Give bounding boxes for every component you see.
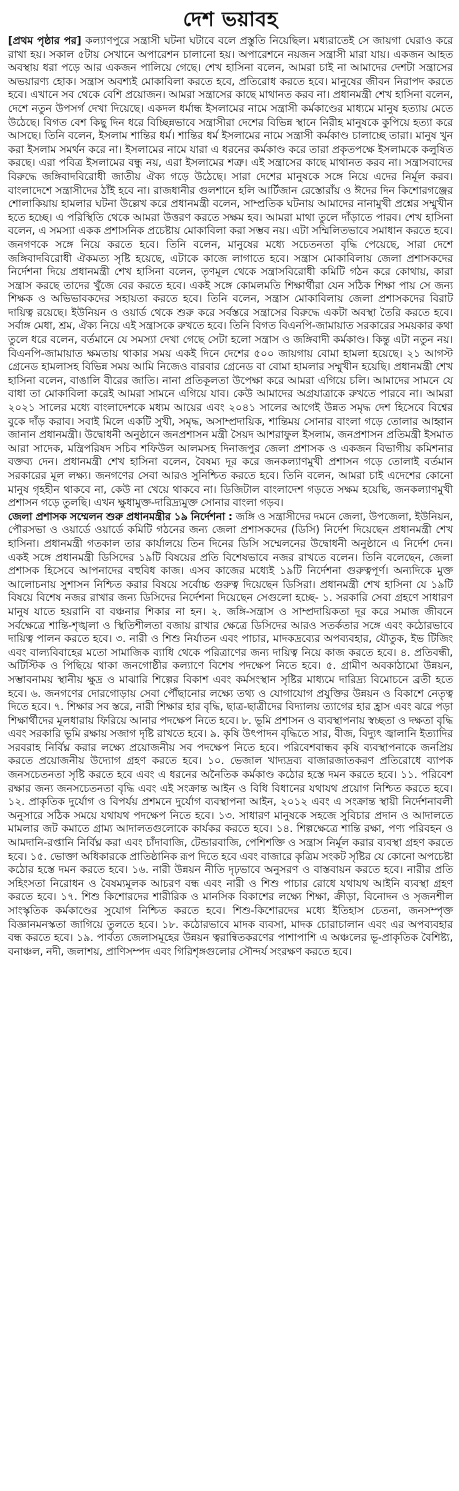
article-body bbox=[8, 35, 453, 959]
article-paragraph-1 bbox=[8, 35, 453, 511]
paragraph-text: কল্যাণপুরে সন্ত্রাসী ঘটনা ঘটাবে বলে প্রস্তুতি নিয়েছিল। মধ্যরাতেই সে জায়গা ঘেরাও করে রাখা হয়। সকাল ৫টায় সেখানে অপারেশন চালানো হয়। অপারেশনে নয়জন সন্ত্রাসী মারা যায়। একজন আহত অবস্থায় ধরা পড়ে আর একজন পালিয়ে গেছে। শেখ হাসিনা বলেন, আমরা চাই না আমাদের দেশটা সন্ত্রাসের অভয়ারণ্য হোক। সন্ত্রাস অবশ্যই মোকাবিলা করতে হবে, প্রতিরোধ করতে হবে। মানুষের জীবন নিরাপদ করতে হবে। এখানে সব থেকে বেশি প্রয়োজন। আমরা সন্ত্রাসের কাছে মাথানত করব না। প্রধানমন্ত্রী শেখ হাসিনা বলেন, দেশে নতুন উপসর্গ দেখা দিয়েছে। একদল ধর্মান্ধ ইসলামের নামে সন্ত্রাসী কর্মকাণ্ডের মাধ্যমে মানুষ হত্যায় মেতে উঠেছে। বিগত বেশ কিছু দিন ধরে বিচ্ছিন্নভাবে সন্ত্রাসীরা দেশের বিভিন্ন স্থানে নিরীহ মানুষকে কুপিয়ে হত্যা করে আসছে। তিনি বলেন, ইসলাম শান্তির ধর্ম। শান্তির ধর্ম ইসলামের নামে সন্ত্রাসী কর্মকাণ্ড চালাচ্ছে তারা। মানুষ খুন করা ইসলাম সমর্থন করে না। ইসলামের নামে যারা এ ধরনের কর্মকাণ্ড করে তারা প্রকৃতপক্ষে ইসলামকে কলুষিত করছে। এরা পবিত্র ইসলামের বন্ধু নয়, এরা ইসলামের শত্রু। এই সন্ত্রাসের কাছে মাথানত করব না। সন্ত্রাসবাদের বিরুদ্ধে জঙ্গিবাদবিরোধী জাতীয় ঐক্য গড়ে উঠেছে। সারা দেশের মানুষকে সঙ্গে নিয়ে এদের নির্মূল করব। বাংলাদেশে সন্ত্রাসীদের ঠাঁই হবে না। রাজধানীর গুলশানে হলি আর্টিজান রেস্তোরাঁয় ও ঈদের দিন কিশোরগঞ্জের শোলাকিয়ায় হামলার ঘটনা উল্লেখ করে প্রধানমন্ত্রী বলেন, সাম্প্রতিক ঘটনায় আমাদের নানামুখী প্রশ্নের সম্মুখীন হতে হচ্ছে। এ পরিস্থিতি থেকে আমরা উত্তরণ করতে সক্ষম হব। আমরা মাথা তুলে দাঁড়াতে পারব। শেখ হাসিনা বলেন, এ সমস্যা একক প্রশাসনিক প্রচেষ্টায় মোকাবিলা করা সম্ভব নয়। এটা সম্মিলিতভাবে সমাধান করতে হবে। জনগণকে সঙ্গে নিয়ে করতে হবে। তিনি বলেন, মানুষের মধ্যে সচেতনতা বৃদ্ধি পেয়েছে, সারা দেশে জঙ্গিবাদবিরোধী ঐকমত্য সৃষ্টি হয়েছে, এটাকে কাজে লাগাতে হবে। সন্ত্রাস মোকাবিলায় জেলা প্রশাসকদের নির্দেশনা দিয়ে প্রধানমন্ত্রী শেখ হাসিনা বলেন, তৃণমূল থেকে সন্ত্রাসবিরোধী কমিটি গঠন করে কোথায়, কারা সন্ত্রাস করছে তাদের খুঁজে বের করতে হবে। একই সঙ্গে কোমলমতি শিক্ষার্থীরা যেন সঠিক শিক্ষা পায় সে জন্য শিক্ষক ও অভিভাবকদের সহায়তা করতে হবে। তিনি বলেন, সন্ত্রাস মোকাবিলায় জেলা প্রশাসকদের বিরাট দায়িত্ব রয়েছে। ইউনিয়ন ও ওয়ার্ড থেকে শুরু করে সর্বস্তরে সন্ত্রাসের বিরুদ্ধে একটা অবস্থা তৈরি করতে হবে। সর্বাঙ্গ মেধা, শ্রম, ঐক্য নিয়ে এই সন্ত্রাসকে রুখতে হবে। তিনি বিগত বিএনপি-জামায়াত সরকারের সময়কার কথা তুলে ধরে বলেন, বর্তমানে যে সমস্যা দেখা গেছে সেটা হলো সন্ত্রাস ও জঙ্গিবাদী কর্মকাণ্ড। কিন্তু এটা নতুন নয়। বিএনপি-জামায়াত ক্ষমতায় থাকার সময় একই দিনে দেশের ৫০০ জায়গায় বোমা হামলা হয়েছে। ২১ আগস্ট গ্রেনেড হামলাসহ বিভিন্ন সময় আমি নিজেও বারবার গ্রেনেড বা বোমা হামলার সম্মুখীন হয়েছি। প্রধানমন্ত্রী শেখ হাসিনা বলেন, বাঙালি বীরের জাতি। নানা প্রতিকূলতা উপেক্ষা করে আমরা এগিয়ে চলি। আমাদের সামনে যে বাধা তা মোকাবিলা করেই আমরা সামনে এগিয়ে যাব। কেউ আমাদের অগ্রযাত্রাকে রুখতে পারবে না। আমরা ২০২১ সালের মধ্যে বাংলাদেশকে মধ্যম আয়ের এবং ২০৪১ সালের আগেই উন্নত সমৃদ্ধ দেশ হিসেবে বিশ্বের বুকে দাঁড় করাব। সবাই মিলে একটি সুখী, সমৃদ্ধ, অসাম্প্রদায়িক, শান্তিময় সোনার বাংলা গড়ে তোলার আহ্বান জানান প্রধানমন্ত্রী। উদ্বোধনী অনুষ্ঠানে জনপ্রশাসন মন্ত্রী সৈয়দ আশরাফুল ইসলাম, জনপ্রশাসন প্রতিমন্ত্রী ইসমাত আরা সাদেক, মন্ত্রিপরিষদ সচিব শফিউল আলমসহ দিনাজপুর জেলা প্রশাসক ও একজন বিভাগীয় কমিশনার বক্তব্য দেন। প্রধানমন্ত্রী শেখ হাসিনা বলেন, বৈষম্য দূর করে জনকল্যাণমুখী প্রশাসন গড়ে তোলাই বর্তমান সরকারের মূল লক্ষ্য। জনগণের সেবা আরও সুনিশ্চিত করতে হবে। তিনি বলেন, আমরা চাই এদেশের কোনো মানুষ গৃহহীন থাকবে না, কেউ না খেয়ে থাকবে না। ডিজিটাল বাংলাদেশ গড়তে সক্ষম হয়েছি, জনকল্যাণমুখী প্রশাসন গড়ে তুলছি। এখন ক্ষুধামুক্ত-দারিদ্র্যমুক্ত সোনার বাংলা গড়ব। bbox=[8, 35, 453, 510]
section-subhead: জেলা প্রশাসক সম্মেলন শুরু প্রধানমন্ত্রীর ১৯ নির্দেশনা : bbox=[8, 510, 233, 523]
headline: দেশ ভয়াবহ bbox=[182, 7, 279, 31]
continued-from-front-page-label: [প্রথম পৃষ্ঠার পর] bbox=[8, 35, 82, 47]
section-text: জঙ্গি ও সন্ত্রাসীদের দমনে জেলা, উপজেলা, ইউনিয়ন, পৌরসভা ও ওয়ার্ডে ওয়ার্ডে কমিটি গঠনের জন্য জেলা প্রশাসকদের (ডিসি) নির্দেশ দিয়েছেন প্রধানমন্ত্রী শেখ হাসিনা। প্রধানমন্ত্রী গতকাল তার কার্যালয়ে তিন দিনের ডিসি সম্মেলনের উদ্বোধনী অনুষ্ঠানে এ নির্দেশ দেন। একই সঙ্গে প্রধানমন্ত্রী ডিসিদের ১৯টি বিষয়ের প্রতি বিশেষভাবে নজর রাখতে বলেন। তিনি বলেছেন, জেলা প্রশাসক হিসেবে আপনাদের বহুবিধ কাজ। এসব কাজের মধ্যেই ১৯টি নির্দেশনা গুরুত্বপূর্ণ। অন্যদিকে মুক্ত আলোচনায় সুশাসন নিশ্চিত করার বিষয়ে সর্বোচ্চ গুরুত্ব দিয়েছেন ডিসিরা। প্রধানমন্ত্রী শেখ হাসিনা যে ১৯টি বিষয়ে বিশেষ নজর রাখার জন্য ডিসিদের নির্দেশনা দিয়েছেন সেগুলো হচ্ছে- ১. সরকারি সেবা গ্রহণে সাধারণ মানুষ যাতে হয়রানি বা বঞ্চনার শিকার না হন। ২. জঙ্গি-সন্ত্রাস ও সাম্প্রদায়িকতা দূর করে সমাজ জীবনে সর্বক্ষেত্রে শান্তি-শৃঙ্খলা ও স্থিতিশীলতা বজায় রাখার ক্ষেত্রে ডিসিদের আরও সতর্কতার সঙ্গে এবং কঠোরভাবে দায়িত্ব পালন করতে হবে। ৩. নারী ও শিশু নির্যাতন এবং পাচার, মাদকদ্রব্যের অপব্যবহার, যৌতুক, ইভ টিজিং এবং বাল্যবিবাহের মতো সামাজিক ব্যাধি থেকে পরিত্রাণের জন্য দায়িত্ব নিয়ে কাজ করতে হবে। ৪. প্রতিবন্ধী, অটিস্টিক ও পিছিয়ে থাকা জনগোষ্ঠীর কল্যাণে বিশেষ পদক্ষেপ নিতে হবে। ৫. গ্রামীণ অবকাঠামো উন্নয়ন, সম্ভাবনাময় স্থানীয় ক্ষুদ্র ও মাঝারি শিল্পের বিকাশ এবং কর্মসংস্থান সৃষ্টির মাধ্যমে দারিদ্র্য বিমোচনে ব্রতী হতে হবে। ৬. জনগণের দোরগোড়ায় সেবা পৌঁছানোর লক্ষ্যে তথ্য ও যোগাযোগ প্রযুক্তির উন্নয়ন ও বিকাশে নেতৃত্ব দিতে হবে। ৭. শিক্ষার সব স্তরে, নারী শিক্ষার হার বৃদ্ধি, ছাত্র-ছাত্রীদের বিদ্যালয় ত্যাগের হার হ্রাস এবং ঝরে পড়া শিক্ষার্থীদের মূলধারায় ফিরিয়ে আনার পদক্ষেপ নিতে হবে। ৮. ভূমি প্রশাসন ও ব্যবস্থাপনায় স্বচ্ছতা ও দক্ষতা বৃদ্ধি এবং সরকারি ভূমি রক্ষায় সজাগ দৃষ্টি রাখতে হবে। ৯. কৃষি উৎপাদন বৃদ্ধিতে সার, বীজ, বিদ্যুৎ জ্বালানি ইত্যাদির সরবরাহ নির্বিঘ্ন করার লক্ষ্যে প্রয়োজনীয় সব পদক্ষেপ নিতে হবে। পরিবেশবান্ধব কৃষি ব্যবস্থাপনাকে জনপ্রিয় করতে প্রয়োজনীয় উদ্যোগ গ্রহণ করতে হবে। ১০. ভেজাল খাদ্যদ্রব্য বাজারজাতকরণ প্রতিরোধে ব্যাপক জনসচেতনতা সৃষ্টি করতে হবে এবং এ ধরনের অনৈতিক কর্মকাণ্ড কঠোর হস্তে দমন করতে হবে। ১১. পরিবেশ রক্ষার জন্য জনসচেতনতা বৃদ্ধি এবং এই সংক্রান্ত আইন ও বিধি বিধানের যথাযথ প্রয়োগ নিশ্চিত করতে হবে। ১২. প্রাকৃতিক দুর্যোগ ও বিপর্যয় প্রশমনে দুর্যোগ ব্যবস্থাপনা আইন, ২০১২ এবং এ সংক্রান্ত স্থায়ী নির্দেশনাবলী অনুসারে সঠিক সময়ে যথাযথ পদক্ষেপ নিতে হবে। ১৩. সাধারণ মানুষকে সহজে সুবিচার প্রদান ও আদালতে মামলার জট কমাতে গ্রাম্য আদালতগুলোকে কার্যকর করতে হবে। ১৪. শিল্পক্ষেত্রে শান্তি রক্ষা, পণ্য পরিবহন ও আমদানি-রপ্তানি নির্বিঘ্ন করা এবং চাঁদাবাজি, টেন্ডারবাজি, পেশিশক্তি ও সন্ত্রাস নির্মূল করার ব্যবস্থা গ্রহণ করতে হবে। ১৫. ভোক্তা অধিকারকে প্রাতিষ্ঠানিক রূপ দিতে হবে এবং বাজারে কৃত্রিম সংকট সৃষ্টির যে কোনো অপচেষ্টা কঠোর হস্তে দমন করতে হবে। ১৬. নারী উন্নয়ন নীতি দৃঢ়ভাবে অনুসরণ ও বাস্তবায়ন করতে হবে। নারীর প্রতি সহিংসতা নিরোধন ও বৈষম্যমূলক আচরণ বন্ধ এবং নারী ও শিশু পাচার রোধে যথাযথ আইনি ব্যবস্থা গ্রহণ করতে হবে। ১৭. শিশু কিশোরদের শারীরিক ও মানসিক বিকাশের লক্ষ্যে শিক্ষা, ক্রীড়া, বিনোদন ও সৃজনশীল সাংস্কৃতিক কর্মকাণ্ডের সুযোগ নিশ্চিত করতে হবে। শিশু-কিশোরদের মধ্যে ইতিহাস চেতনা, জনসম্পৃক্ত বিজ্ঞানমনস্কতা জাগিয়ে তুলতে হবে। ১৮. কঠোরভাবে মাদক ব্যবসা, মাদক চোরাচালান এবং এর অপব্যবহার বন্ধ করতে হবে। ১৯. পার্বত্য জেলাসমূহের উন্নয়ন ত্বরান্বিতকরণের পাশাপাশি এ অঞ্চলের ভূ-প্রাকৃতিক বৈশিষ্ট্য, বনাঞ্চল, নদী, জলাশয়, প্রাণিসম্পদ এবং গিরিশৃঙ্গগুলোর সৌন্দর্য সংরক্ষণ করতে হবে। bbox=[8, 510, 453, 958]
article-paragraph-2 bbox=[8, 511, 453, 960]
